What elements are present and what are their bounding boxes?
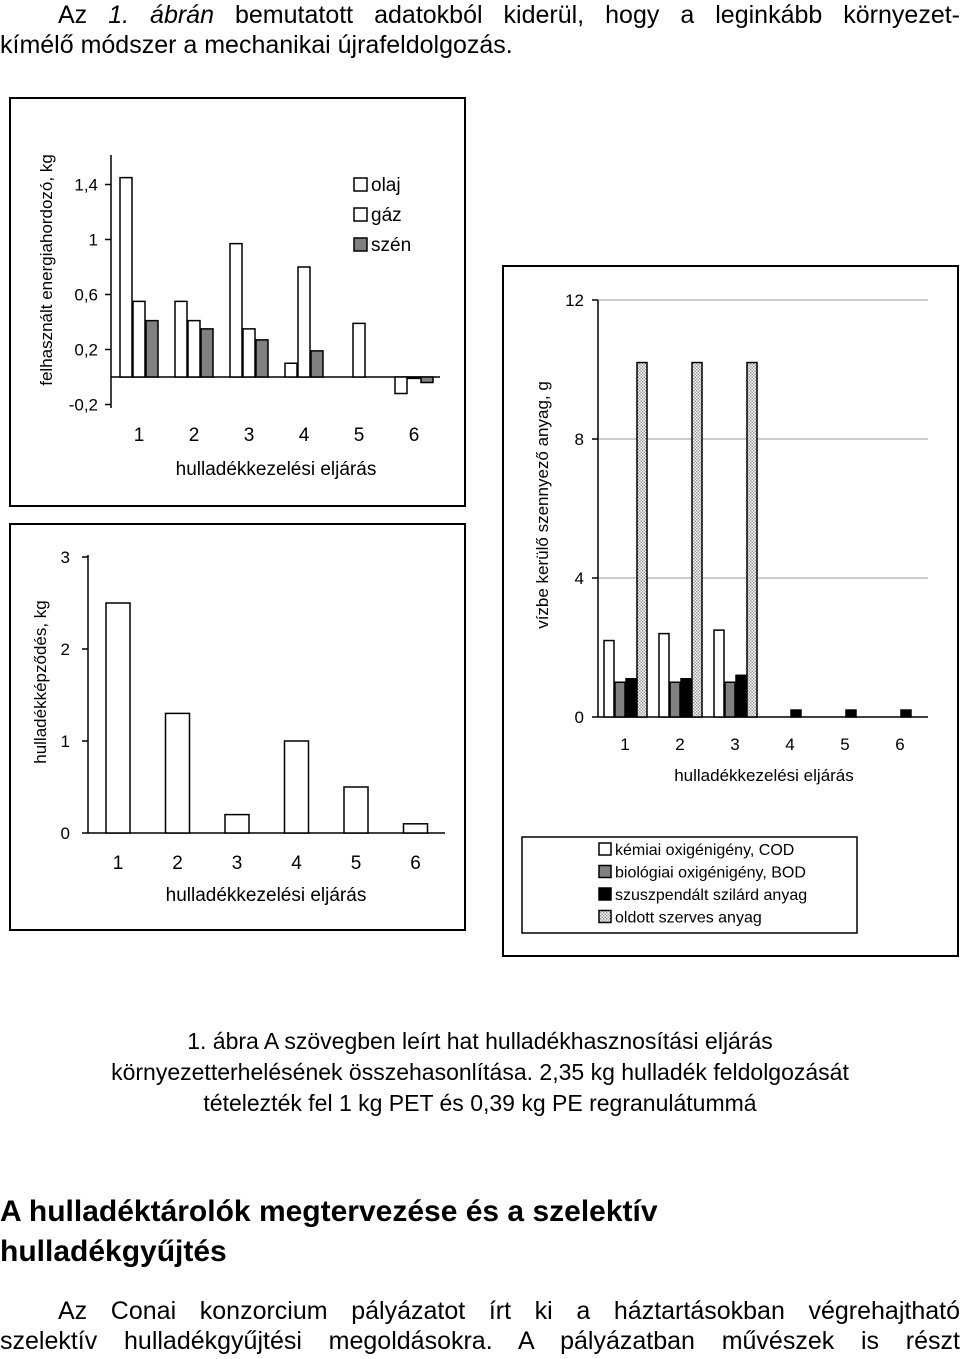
chart-energy-legend-label: szén — [371, 235, 412, 256]
chart-water-bar — [846, 710, 856, 717]
chart-energy-ytick-label: 1,4 — [74, 175, 98, 195]
caption-line-2: környezetterhelésének összehasonlítása. 2,35 kg hulladék feldolgozását — [111, 1059, 849, 1085]
chart-water-ylabel: vízbe kerülő szennyező anyag, g — [533, 381, 552, 629]
heading-line-1: A hulladéktárolók megtervezése és a szelektív — [0, 1195, 658, 1228]
chart-waste-xlabel: hulladékkezelési eljárás — [165, 885, 367, 906]
chart-energy-ytick-label: 0,2 — [74, 340, 98, 360]
chart-water-legend-label: biológiai oxigénigény, BOD — [615, 864, 806, 882]
chart-waste-xticks — [113, 853, 421, 874]
chart-waste-xtick-label: 3 — [231, 853, 243, 874]
chart-energy-xtick-label: 1 — [133, 425, 145, 446]
chart-water-bar — [736, 675, 746, 717]
chart-water-xtick-label: 3 — [730, 735, 740, 754]
chart-energy-bar — [230, 244, 242, 377]
chart-water-bar — [747, 363, 757, 717]
chart-waste-ylabel: hulladékképződés, kg — [31, 600, 50, 764]
chart-water-bar — [901, 710, 911, 717]
figure-caption — [0, 1026, 960, 1119]
chart-energy-yticks — [69, 176, 111, 415]
chart-energy-xtick-label: 6 — [408, 425, 420, 446]
chart-water-xlabel: hulladékkezelési eljárás — [674, 766, 854, 785]
chart-waste-bar — [106, 603, 130, 833]
chart-water-bar — [615, 682, 625, 717]
chart-energy-xtick-label: 4 — [298, 425, 310, 446]
chart-water-xticks — [620, 735, 904, 754]
chart-water-ytick-label: 0 — [574, 708, 584, 727]
chart-water-legend — [599, 842, 807, 927]
chart-energy-ytick-label: -0,2 — [68, 395, 98, 415]
chart-water-bar — [714, 630, 724, 717]
chart-water-xtick-label: 6 — [895, 735, 905, 754]
chart-waste-ytick-label: 0 — [60, 824, 70, 843]
chart-energy-legend-swatch — [354, 238, 367, 251]
intro-prefix: Az — [58, 1, 109, 29]
chart-energy-ytick-label: 1 — [88, 230, 98, 250]
chart-waste-xtick-label: 1 — [112, 853, 124, 874]
chart-energy-legend-label: olaj — [371, 175, 401, 196]
chart-waste-ytick-label: 1 — [60, 732, 70, 751]
chart-water-ytick-label: 8 — [574, 430, 584, 449]
chart-energy-xtick-label: 3 — [243, 425, 255, 446]
chart-water-legend-swatch — [599, 843, 611, 855]
chart-waste-bar — [404, 824, 428, 833]
chart-water-xtick-label: 4 — [785, 735, 795, 754]
chart-energy-bar — [285, 363, 297, 377]
intro-line-2: kímélő módszer a mechanikai újrafeldolgozás. — [0, 31, 513, 59]
chart-energy-legend-swatch — [354, 208, 367, 221]
chart-water-xtick-label: 1 — [620, 735, 630, 754]
chart-water-ytick-label: 4 — [574, 569, 584, 588]
heading-line-2: hulladékgyűjtés — [0, 1235, 227, 1268]
chart-waste-xtick-label: 4 — [291, 853, 302, 874]
intro-rest: bemutatott adatokból kiderül, hogy a leginkább környezet- — [213, 1, 960, 29]
chart-energy-bar — [408, 377, 420, 378]
chart-energy-bar — [175, 301, 187, 377]
chart-energy-ylabel: felhasznált energiahordozó, kg — [37, 154, 56, 386]
chart-water-bars — [604, 363, 911, 717]
chart-energy-xtick-label: 5 — [353, 425, 365, 446]
chart-water-ytick-label: 12 — [565, 291, 584, 310]
chart-water-legend-label: oldott szerves anyag — [615, 909, 762, 927]
chart-water-legend-label: szuszpendált szilárd anyag — [615, 887, 808, 904]
chart-energy-bar — [133, 301, 145, 377]
caption-line-3: tételezték fel 1 kg PET és 0,39 kg PE regranulátummá — [203, 1090, 757, 1116]
chart-energy-bar — [243, 329, 255, 377]
chart-waste-xtick-label: 5 — [350, 853, 362, 874]
chart-water-bar — [637, 363, 647, 717]
chart-water-bar — [791, 710, 801, 717]
chart-water-xtick-label: 2 — [675, 735, 685, 754]
chart-energy-bar — [146, 321, 158, 377]
chart-water-bar — [681, 679, 691, 717]
chart-water-legend-swatch — [599, 866, 611, 878]
chart-water-bar — [604, 641, 614, 717]
chart-waste-xtick-label: 6 — [410, 853, 421, 874]
chart-waste-bar — [166, 713, 190, 833]
chart-waste-bar — [344, 787, 368, 833]
chart-energy-bar — [311, 351, 323, 377]
chart-energy-bar — [201, 329, 213, 377]
chart-waste-xtick-label: 2 — [172, 853, 183, 874]
figure-reference: 1. ábrán — [108, 1, 214, 29]
section-heading — [0, 1192, 960, 1272]
chart-energy-legend — [354, 175, 411, 256]
chart-energy-xlabel: hulladékkezelési eljárás — [175, 459, 377, 480]
chart-energy-legend-swatch — [354, 178, 367, 191]
chart-water-legend-swatch — [599, 888, 611, 900]
chart-energy-legend-label: gáz — [371, 205, 402, 226]
chart-energy-bar — [188, 321, 200, 377]
chart-water-xtick-label: 5 — [840, 735, 850, 754]
chart-waste-ytick-label: 3 — [60, 548, 70, 567]
chart-energy-bar — [120, 178, 132, 377]
chart-water-bar — [725, 682, 735, 717]
chart-energy-bar — [256, 340, 268, 377]
chart-water-bar — [692, 363, 702, 717]
chart-energy-ytick-label: 0,6 — [74, 285, 98, 305]
chart-energy-xtick-label: 2 — [188, 425, 200, 446]
chart-water-legend-swatch — [599, 911, 611, 923]
chart-waste-ytick-label: 2 — [60, 640, 70, 659]
chart-water-bar — [670, 682, 680, 717]
chart-waste-yticks — [61, 548, 88, 843]
chart-energy-bar — [421, 377, 433, 383]
chart-energy-xticks — [134, 425, 420, 446]
chart-water-legend-label: kémiai oxigénigény, COD — [615, 842, 795, 859]
chart-water-yticks — [565, 291, 598, 727]
chart-energy-bar — [395, 377, 407, 394]
chart-waste-bars — [106, 603, 428, 833]
chart-waste-bar — [285, 741, 309, 833]
body-paragraph — [0, 1296, 960, 1356]
caption-line-1: 1. ábra A szövegben leírt hat hulladékhasznosítási eljárás — [187, 1028, 773, 1054]
chart-water-bar — [659, 634, 669, 717]
body-line-2: szelektív hulladékgyűjtési megoldásokra. A pályázatban művészek is részt — [0, 1327, 960, 1355]
chart-waste-bar — [225, 815, 249, 833]
chart-energy-bar — [353, 323, 365, 377]
body-line-1: Az Conai konzorcium pályázatot írt ki a háztartásokban végrehajtható — [58, 1297, 960, 1325]
chart-water-bar — [626, 679, 636, 717]
chart-energy-bar — [298, 267, 310, 377]
